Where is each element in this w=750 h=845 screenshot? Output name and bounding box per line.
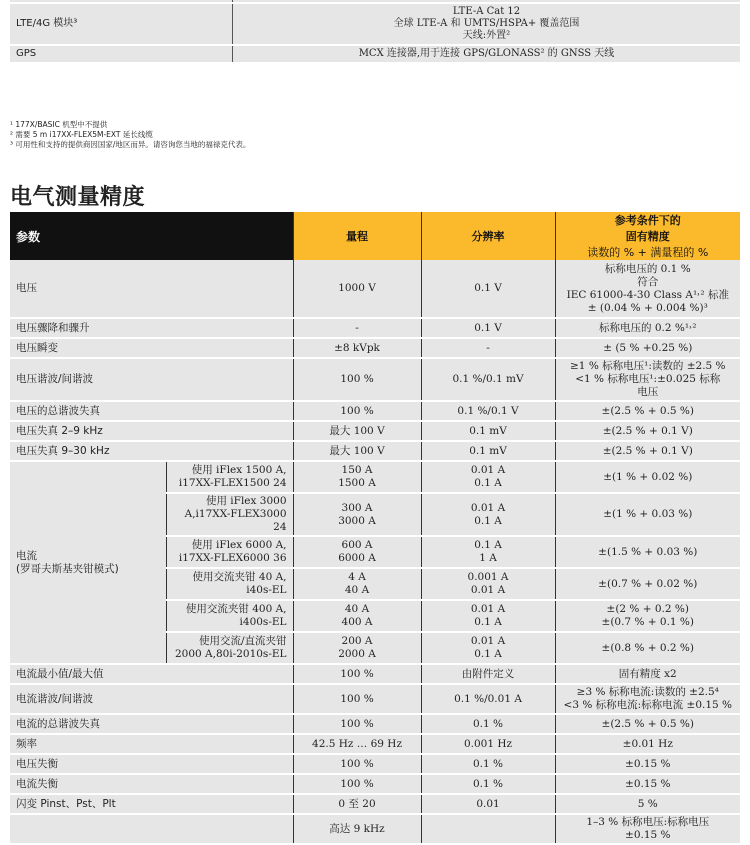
range-cell xyxy=(293,493,421,536)
param-cell: 闪变 Pinst、Pst、Plt xyxy=(10,794,293,814)
table-row xyxy=(10,754,740,774)
module-value xyxy=(233,3,741,45)
table-row xyxy=(10,814,740,844)
range-cell: ±8 kVpk xyxy=(293,338,421,358)
section-title: 电气测量精度 xyxy=(10,185,146,210)
header-resolution: 分辨率 xyxy=(421,212,555,260)
header-accuracy-line2: 固有精度 xyxy=(625,230,670,243)
accuracy-line: ±(2 % + 0.2 %) xyxy=(606,603,689,615)
param-cell: 电流失衡 xyxy=(10,774,293,794)
range-cell: 100 % xyxy=(293,401,421,421)
resolution-cell: 0.01 xyxy=(421,794,555,814)
range-line: 400 A xyxy=(341,616,373,628)
resolution-cell: 0.1 %/0.1 V xyxy=(421,401,555,421)
table-row xyxy=(10,734,740,754)
probe-line: i17XX-FLEX6000 36 xyxy=(178,552,287,564)
resolution-cell: 0.1 V xyxy=(421,260,555,318)
range-line: 1500 A xyxy=(338,477,376,489)
resolution-line: 0.1 A xyxy=(474,539,502,551)
resolution-line: 0.01 A xyxy=(470,464,506,476)
resolution-line: 0.01 A xyxy=(470,635,506,647)
accuracy-cell xyxy=(555,338,740,358)
param-cell: 电流最小值/最大值 xyxy=(10,664,293,684)
resolution-line: 0.1 A xyxy=(474,514,502,527)
resolution-cell: 0.1 %/0.1 mV xyxy=(421,358,555,401)
table-row xyxy=(10,260,740,318)
probe-line: i400s-EL xyxy=(239,616,287,628)
resolution-cell xyxy=(421,632,555,664)
accuracy-cell xyxy=(555,714,740,734)
accuracy-cell xyxy=(555,684,740,714)
accuracy-cell xyxy=(555,536,740,568)
module-label: LTE/4G 模块³ xyxy=(10,3,233,45)
module-row xyxy=(10,3,740,45)
range-cell: 100 % xyxy=(293,774,421,794)
table-row xyxy=(10,358,740,401)
resolution-line: 0.01 A xyxy=(470,603,506,615)
range-cell: 100 % xyxy=(293,714,421,734)
accuracy-cell xyxy=(555,358,740,401)
accuracy-line: ±(1 % + 0.03 %) xyxy=(603,508,693,520)
table-row xyxy=(10,684,740,714)
accuracy-line: <1 % 标称电压¹:±0.025 标称 xyxy=(575,373,721,385)
accuracy-cell xyxy=(555,568,740,600)
param-cell: 电流谐波/间谐波 xyxy=(10,684,293,714)
param-cell: 电流的总谐波失真 xyxy=(10,714,293,734)
probe-line: i40s-EL xyxy=(246,584,287,596)
param-cell: 电压的总谐波失真 xyxy=(10,401,293,421)
accuracy-table xyxy=(10,212,740,845)
resolution-cell xyxy=(421,536,555,568)
range-cell xyxy=(293,632,421,664)
probe-cell xyxy=(166,632,293,664)
param-cell: 电压骤降和骤升 xyxy=(10,318,293,338)
accuracy-cell xyxy=(555,461,740,493)
range-cell: 100 % xyxy=(293,684,421,714)
module-value xyxy=(233,45,741,63)
footnotes xyxy=(10,120,250,150)
range-cell: 100 % xyxy=(293,664,421,684)
accuracy-line: 符合 xyxy=(637,275,659,288)
accuracy-line: <3 % 标称电流:标称电流 ±0.15 % xyxy=(563,699,733,711)
range-line: 150 A xyxy=(341,464,373,476)
probe-line: 使用 iFlex 6000 A, xyxy=(191,539,287,551)
probe-cell xyxy=(166,536,293,568)
range-cell: 最大 100 V xyxy=(293,441,421,461)
probe-cell xyxy=(166,600,293,632)
accuracy-cell xyxy=(555,664,740,684)
range-line: 200 A xyxy=(341,635,373,647)
range-line: 6000 A xyxy=(338,552,376,564)
resolution-line: 0.1 A xyxy=(474,477,502,489)
accuracy-line: ±(0.7 % + 0.02 %) xyxy=(598,577,698,590)
accuracy-line: ±0.01 Hz xyxy=(622,737,673,750)
probe-line: 使用交流夹钳 400 A, xyxy=(185,603,287,615)
probe-cell xyxy=(166,461,293,493)
resolution-cell: - xyxy=(421,338,555,358)
range-cell xyxy=(293,536,421,568)
range-line: 40 A xyxy=(344,584,370,596)
range-line: 4 A xyxy=(348,571,366,583)
module-value-line: 全球 LTE-A 和 UMTS/HSPA+ 覆盖范围 xyxy=(393,18,580,29)
footnote-2: ² 需要 5 m i17XX-FLEX5M-EXT 延长线缆 xyxy=(10,130,153,139)
accuracy-cell xyxy=(555,600,740,632)
header-accuracy-line1: 参考条件下的 xyxy=(614,214,681,227)
accuracy-cell xyxy=(555,441,740,461)
range-cell: - xyxy=(293,318,421,338)
resolution-cell: 0.1 % xyxy=(421,774,555,794)
accuracy-cell xyxy=(555,754,740,774)
current-sub-row xyxy=(10,461,740,493)
resolution-line: 0.1 A xyxy=(474,616,502,628)
accuracy-cell xyxy=(555,493,740,536)
accuracy-line: ±(0.7 % + 0.1 %) xyxy=(601,616,695,628)
accuracy-cell xyxy=(555,734,740,754)
param-cell: 电压谐波/间谐波 xyxy=(10,358,293,401)
param-cell xyxy=(10,814,293,844)
range-cell xyxy=(293,568,421,600)
range-cell: 100 % xyxy=(293,754,421,774)
resolution-cell: 0.1 %/0.01 A xyxy=(421,684,555,714)
accuracy-line: ± (0.04 % + 0.004 %)³ xyxy=(587,301,708,314)
accuracy-line: ±0.15 % xyxy=(625,777,671,790)
probe-line: 使用交流夹钳 40 A, xyxy=(192,571,287,583)
param-cell: 电压瞬变 xyxy=(10,338,293,358)
resolution-cell: 0.1 V xyxy=(421,318,555,338)
accuracy-cell xyxy=(555,814,740,844)
accuracy-line: 5 % xyxy=(637,797,658,810)
param-cell: 电压失衡 xyxy=(10,754,293,774)
range-cell: 0 至 20 xyxy=(293,794,421,814)
accuracy-line: ≥3 % 标称电流:读数的 ±2.5⁴ xyxy=(576,686,719,698)
table-row xyxy=(10,401,740,421)
current-param-line: (罗哥夫斯基夹钳模式) xyxy=(16,562,119,575)
resolution-line: 0.01 A xyxy=(470,501,506,514)
accuracy-cell xyxy=(555,401,740,421)
range-cell: 高达 9 kHz xyxy=(293,814,421,844)
range-line: 40 A xyxy=(344,603,370,615)
range-line: 2000 A xyxy=(338,648,376,660)
probe-line: A,i17XX-FLEX3000 24 xyxy=(184,508,287,533)
footnote-3: ³ 可用性和支持的提供商因国家/地区而异。请咨询您当地的福禄克代表。 xyxy=(10,140,251,149)
accuracy-line: ±(1.5 % + 0.03 %) xyxy=(598,545,698,558)
range-cell: 最大 100 V xyxy=(293,421,421,441)
accuracy-line: 电压 xyxy=(637,386,659,398)
probe-line: i17XX-FLEX1500 24 xyxy=(178,477,287,489)
current-param-line: 电流 xyxy=(16,549,37,562)
accuracy-cell xyxy=(555,794,740,814)
table-row xyxy=(10,318,740,338)
resolution-cell xyxy=(421,493,555,536)
header-accuracy-line3: 读数的 % + 满量程的 % xyxy=(587,246,709,259)
resolution-cell: 0.1 mV xyxy=(421,441,555,461)
range-cell: 100 % xyxy=(293,358,421,401)
param-cell: 电压失真 9–30 kHz xyxy=(10,441,293,461)
module-value-line: 天线:外置² xyxy=(462,30,511,41)
resolution-cell: 0.1 % xyxy=(421,754,555,774)
resolution-cell xyxy=(421,461,555,493)
accuracy-line: ±(2.5 % + 0.5 %) xyxy=(601,404,695,417)
accuracy-line: 1–3 % 标称电压:标称电压 xyxy=(586,816,710,828)
accuracy-line: ±(2.5 % + 0.5 %) xyxy=(601,717,695,730)
header-range: 量程 xyxy=(293,212,421,260)
accuracy-line: ±(0.8 % + 0.2 %) xyxy=(601,641,695,654)
accuracy-line: ≥1 % 标称电压¹:读数的 ±2.5 % xyxy=(570,360,726,372)
accuracy-cell xyxy=(555,774,740,794)
accuracy-cell xyxy=(555,260,740,318)
param-cell: 电压失真 2–9 kHz xyxy=(10,421,293,441)
range-cell xyxy=(293,461,421,493)
table-row xyxy=(10,441,740,461)
probe-line: 使用 iFlex 1500 A, xyxy=(191,464,287,476)
accuracy-cell xyxy=(555,318,740,338)
accuracy-line: 标称电压的 0.1 % xyxy=(604,262,691,275)
resolution-cell: 0.1 mV xyxy=(421,421,555,441)
accuracy-line: IEC 61000-4-30 Class A¹˒² 标准 xyxy=(566,288,729,301)
accuracy-line: 固有精度 x2 xyxy=(618,667,677,680)
header-param: 参数 xyxy=(10,212,293,260)
resolution-line: 0.001 A xyxy=(467,571,509,583)
table-header-row xyxy=(10,212,740,260)
resolution-cell: 由附件定义 xyxy=(421,664,555,684)
accuracy-cell xyxy=(555,421,740,441)
probe-line: 2000 A,80i-2010s-EL xyxy=(174,648,287,660)
probe-line: 使用交流/直流夹钳 xyxy=(198,635,287,647)
accuracy-line: ±(2.5 % + 0.1 V) xyxy=(602,444,693,457)
accuracy-cell xyxy=(555,632,740,664)
range-line: 300 A xyxy=(341,501,373,514)
table-row xyxy=(10,714,740,734)
accuracy-line: 标称电压的 0.2 %¹˒² xyxy=(599,321,697,334)
module-label: GPS xyxy=(10,45,233,63)
accuracy-line: ±0.15 % xyxy=(625,829,671,841)
header-accuracy xyxy=(555,212,740,260)
current-param-cell xyxy=(10,461,166,664)
range-line: 600 A xyxy=(341,539,373,551)
module-spec-table xyxy=(10,0,740,64)
module-value-line: LTE-A Cat 12 xyxy=(452,6,521,17)
table-row xyxy=(10,421,740,441)
module-value-line: MCX 连接器,用于连接 GPS/GLONASS² 的 GNSS 天线 xyxy=(358,48,615,59)
resolution-line: 0.01 A xyxy=(470,584,506,596)
range-line: 3000 A xyxy=(338,514,376,527)
module-row xyxy=(10,45,740,63)
probe-line: 使用 iFlex 3000 xyxy=(205,495,287,507)
table-row xyxy=(10,794,740,814)
table-row xyxy=(10,774,740,794)
accuracy-line: ± (5 % +0.25 %) xyxy=(603,341,693,354)
probe-cell xyxy=(166,493,293,536)
probe-cell xyxy=(166,568,293,600)
accuracy-line: ±(2.5 % + 0.1 V) xyxy=(602,424,693,437)
range-cell: 1000 V xyxy=(293,260,421,318)
table-row xyxy=(10,664,740,684)
resolution-line: 0.1 A xyxy=(474,648,502,660)
range-cell xyxy=(293,600,421,632)
accuracy-line: ±0.15 % xyxy=(625,757,671,770)
resolution-cell xyxy=(421,568,555,600)
resolution-cell: 0.1 % xyxy=(421,714,555,734)
range-cell: 42.5 Hz … 69 Hz xyxy=(293,734,421,754)
resolution-line: 1 A xyxy=(479,552,497,564)
resolution-cell xyxy=(421,600,555,632)
resolution-cell: 0.001 Hz xyxy=(421,734,555,754)
footnote-1: ¹ 177X/BASIC 机型中不提供 xyxy=(10,120,108,129)
table-row xyxy=(10,338,740,358)
param-cell: 频率 xyxy=(10,734,293,754)
resolution-cell xyxy=(421,814,555,844)
param-cell: 电压 xyxy=(10,260,293,318)
accuracy-line: ±(1 % + 0.02 %) xyxy=(603,470,693,483)
